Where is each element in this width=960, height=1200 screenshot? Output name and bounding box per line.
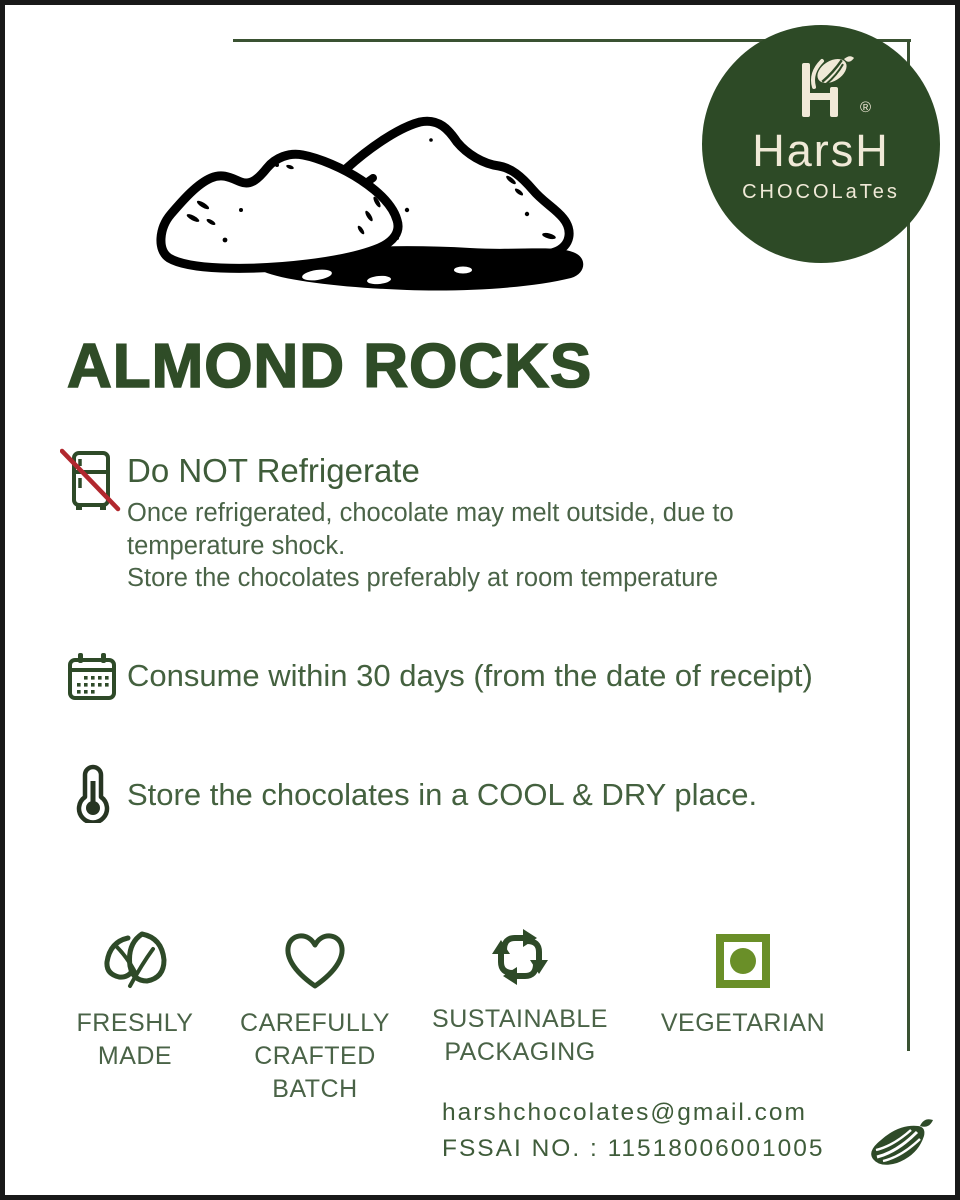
- feature-freshly-made: [60, 923, 210, 1073]
- feature-sustainable-packaging: [417, 919, 623, 1069]
- feature-label-line: CAREFULLY: [240, 1009, 390, 1037]
- thermometer-icon: [72, 763, 114, 823]
- cocoa-pod-icon: [867, 1115, 935, 1171]
- vegetarian-mark-icon: [715, 923, 771, 999]
- brand-logo-badge: [702, 25, 940, 263]
- feature-label-line: VEGETARIAN: [660, 1009, 826, 1037]
- feature-label: [240, 1007, 390, 1106]
- brand-word: CHOCOLaTes: [742, 181, 900, 203]
- brand-name: HarsH: [752, 125, 890, 176]
- recycle-icon: [487, 919, 553, 995]
- brand-monogram-icon: [792, 53, 854, 125]
- feature-label-line: MADE: [97, 1042, 173, 1070]
- storage-line-2: temperature shock.: [127, 531, 346, 560]
- no-refrigerator-icon: [60, 447, 122, 513]
- calendar-icon: [65, 649, 119, 703]
- storage-heading: Do NOT Refrigerate: [127, 452, 420, 489]
- registered-trademark-icon: ®: [860, 99, 872, 116]
- consume-text: Consume within 30 days (from the date of receipt): [127, 658, 813, 693]
- cooldry-text: Store the chocolates in a COOL & DRY place.: [127, 777, 758, 812]
- contact-block: [442, 1095, 825, 1167]
- contact-email: harshchocolates@gmail.com: [442, 1099, 807, 1126]
- feature-vegetarian: [645, 923, 841, 1040]
- feature-label: [77, 1007, 194, 1073]
- feature-label-line: PACKAGING: [444, 1038, 596, 1066]
- feature-label-line: BATCH: [272, 1075, 358, 1103]
- almond-rocks-illustration: [145, 110, 585, 300]
- feature-label: [432, 1003, 608, 1069]
- feature-carefully-crafted: [230, 923, 400, 1106]
- feature-label-line: FRESHLY: [76, 1009, 194, 1037]
- feature-label-line: CRAFTED: [254, 1042, 376, 1070]
- leaf-icon: [98, 923, 172, 999]
- heart-icon: [280, 923, 350, 999]
- product-title: ALMOND ROCKS: [67, 332, 593, 401]
- fssai-number: FSSAI NO. : 11518006001005: [442, 1135, 825, 1162]
- feature-label: [661, 1007, 825, 1040]
- storage-line-3: Store the chocolates preferably at room temperature: [127, 564, 719, 592]
- feature-label-line: SUSTAINABLE: [432, 1005, 608, 1033]
- storage-body: [127, 497, 734, 595]
- storage-line-1: Once refrigerated, chocolate may melt outside, due to: [127, 499, 734, 527]
